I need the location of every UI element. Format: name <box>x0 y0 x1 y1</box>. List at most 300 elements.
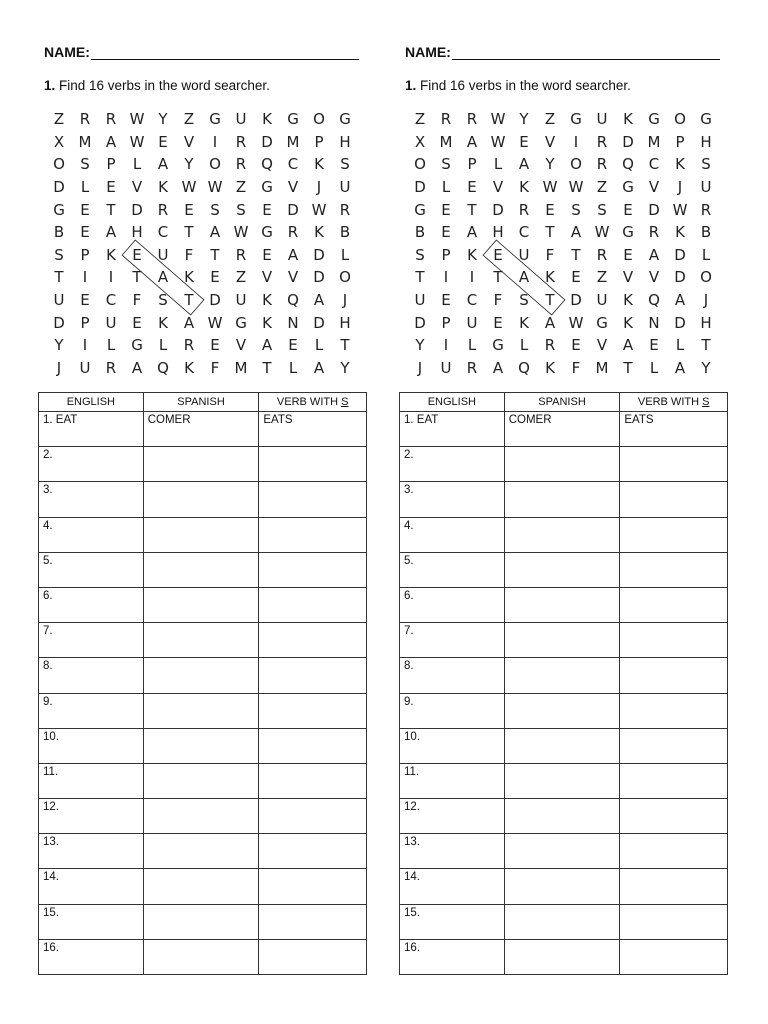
grid-letter[interactable]: V <box>492 178 504 197</box>
grid-letter[interactable]: W <box>490 132 506 151</box>
spanish-cell[interactable] <box>504 869 620 904</box>
grid-letter[interactable]: P <box>80 245 90 264</box>
grid-letter[interactable]: V <box>622 268 634 287</box>
english-cell[interactable]: 5. <box>400 552 505 587</box>
spanish-cell[interactable]: COMER <box>143 412 259 447</box>
verb-with-s-cell[interactable] <box>620 904 728 939</box>
english-cell[interactable]: 13. <box>39 834 144 869</box>
grid-letter[interactable]: U <box>466 313 478 332</box>
grid-letter[interactable]: Q <box>287 291 299 310</box>
grid-letter[interactable]: W <box>233 223 249 242</box>
grid-letter[interactable]: T <box>701 336 711 355</box>
spanish-cell[interactable] <box>143 869 259 904</box>
spanish-cell[interactable]: COMER <box>504 412 620 447</box>
grid-letter[interactable]: A <box>622 336 634 355</box>
verb-with-s-cell[interactable] <box>620 447 728 482</box>
grid-letter[interactable]: G <box>131 336 143 355</box>
verb-with-s-cell[interactable] <box>259 728 367 763</box>
grid-letter[interactable]: E <box>571 336 581 355</box>
grid-letter[interactable]: R <box>544 336 556 355</box>
grid-letter[interactable]: P <box>675 132 685 151</box>
grid-letter[interactable]: H <box>700 313 712 332</box>
grid-letter[interactable]: Q <box>648 291 660 310</box>
spanish-cell[interactable] <box>143 587 259 622</box>
grid-letter[interactable]: I <box>108 268 114 287</box>
grid-letter[interactable]: T <box>545 291 555 310</box>
grid-letter[interactable]: P <box>441 313 451 332</box>
grid-letter[interactable]: O <box>570 155 582 174</box>
grid-letter[interactable]: U <box>596 291 608 310</box>
grid-letter[interactable]: W <box>311 200 327 219</box>
grid-letter[interactable]: R <box>466 358 478 377</box>
grid-letter[interactable]: E <box>80 291 90 310</box>
grid-letter[interactable]: K <box>545 268 555 287</box>
grid-letter[interactable]: J <box>56 358 62 377</box>
grid-letter[interactable]: C <box>105 291 117 310</box>
english-cell[interactable]: 6. <box>39 587 144 622</box>
verb-with-s-cell[interactable] <box>259 552 367 587</box>
grid-letter[interactable]: U <box>235 110 247 129</box>
grid-letter[interactable]: Y <box>545 155 555 174</box>
grid-letter[interactable]: K <box>158 178 168 197</box>
grid-letter[interactable]: U <box>518 245 530 264</box>
verb-with-s-cell[interactable] <box>259 834 367 869</box>
english-cell[interactable]: 4. <box>400 517 505 552</box>
spanish-cell[interactable] <box>143 728 259 763</box>
grid-letter[interactable]: C <box>648 155 660 174</box>
english-cell[interactable]: 3. <box>400 482 505 517</box>
grid-letter[interactable]: F <box>132 291 142 310</box>
english-cell[interactable]: 8. <box>400 658 505 693</box>
english-cell[interactable]: 12. <box>400 799 505 834</box>
verb-with-s-cell[interactable] <box>620 517 728 552</box>
grid-letter[interactable]: C <box>287 155 299 174</box>
grid-letter[interactable]: A <box>261 336 273 355</box>
grid-letter[interactable]: Z <box>235 178 247 197</box>
verb-with-s-cell[interactable] <box>620 763 728 798</box>
grid-letter[interactable]: G <box>261 178 273 197</box>
grid-letter[interactable]: E <box>262 200 272 219</box>
name-blank-line[interactable] <box>91 44 359 60</box>
grid-letter[interactable]: D <box>53 178 65 197</box>
grid-letter[interactable]: R <box>183 336 195 355</box>
grid-letter[interactable]: S <box>210 200 220 219</box>
grid-letter[interactable]: T <box>132 268 142 287</box>
grid-letter[interactable]: E <box>623 245 633 264</box>
grid-letter[interactable]: D <box>674 268 686 287</box>
grid-letter[interactable]: Y <box>701 358 711 377</box>
grid-letter[interactable]: B <box>700 223 712 242</box>
grid-letter[interactable]: I <box>573 132 579 151</box>
grid-letter[interactable]: E <box>441 223 451 242</box>
grid-letter[interactable]: I <box>212 132 218 151</box>
spanish-cell[interactable] <box>143 834 259 869</box>
grid-letter[interactable]: A <box>287 245 299 264</box>
spanish-cell[interactable] <box>504 834 620 869</box>
grid-letter[interactable]: J <box>677 178 683 197</box>
english-cell[interactable]: 3. <box>39 482 144 517</box>
grid-letter[interactable]: Q <box>261 155 273 174</box>
spanish-cell[interactable] <box>504 728 620 763</box>
grid-letter[interactable]: A <box>105 132 117 151</box>
grid-letter[interactable]: S <box>415 245 425 264</box>
grid-letter[interactable]: M <box>286 132 300 151</box>
grid-letter[interactable]: Q <box>518 358 530 377</box>
grid-letter[interactable]: W <box>207 178 223 197</box>
grid-letter[interactable]: G <box>339 110 351 129</box>
grid-letter[interactable]: D <box>313 245 325 264</box>
grid-letter[interactable]: L <box>158 336 168 355</box>
grid-letter[interactable]: L <box>649 358 659 377</box>
grid-letter[interactable]: O <box>53 155 65 174</box>
english-cell[interactable]: 5. <box>39 552 144 587</box>
grid-letter[interactable]: J <box>703 291 709 310</box>
grid-letter[interactable]: G <box>570 110 582 129</box>
verb-with-s-cell[interactable] <box>259 623 367 658</box>
grid-letter[interactable]: K <box>623 110 633 129</box>
grid-letter[interactable]: T <box>340 336 350 355</box>
grid-letter[interactable]: E <box>210 336 220 355</box>
spanish-cell[interactable] <box>504 552 620 587</box>
grid-letter[interactable]: R <box>235 132 247 151</box>
grid-letter[interactable]: K <box>262 313 272 332</box>
english-cell[interactable]: 6. <box>400 587 505 622</box>
grid-letter[interactable]: G <box>700 110 712 129</box>
grid-letter[interactable]: S <box>236 200 246 219</box>
grid-letter[interactable]: Z <box>596 178 608 197</box>
grid-letter[interactable]: G <box>235 313 247 332</box>
spanish-cell[interactable] <box>143 658 259 693</box>
spanish-cell[interactable] <box>504 693 620 728</box>
grid-letter[interactable]: E <box>571 268 581 287</box>
grid-letter[interactable]: F <box>210 358 220 377</box>
grid-letter[interactable]: T <box>493 268 503 287</box>
spanish-cell[interactable] <box>504 939 620 974</box>
grid-letter[interactable]: E <box>210 268 220 287</box>
grid-letter[interactable]: A <box>157 268 169 287</box>
grid-letter[interactable]: K <box>262 291 272 310</box>
grid-letter[interactable]: V <box>235 336 247 355</box>
spanish-cell[interactable] <box>504 447 620 482</box>
grid-letter[interactable]: W <box>129 132 145 151</box>
grid-letter[interactable]: E <box>441 291 451 310</box>
grid-letter[interactable]: F <box>571 358 581 377</box>
grid-letter[interactable]: S <box>158 291 168 310</box>
grid-letter[interactable]: K <box>262 110 272 129</box>
grid-letter[interactable]: U <box>700 178 712 197</box>
grid-letter[interactable]: R <box>339 200 351 219</box>
verb-with-s-cell[interactable] <box>620 834 728 869</box>
grid-letter[interactable]: L <box>288 358 298 377</box>
spanish-cell[interactable] <box>143 763 259 798</box>
verb-with-s-cell[interactable]: EATS <box>620 412 728 447</box>
grid-letter[interactable]: W <box>672 200 688 219</box>
grid-letter[interactable]: T <box>467 200 477 219</box>
grid-letter[interactable]: I <box>443 336 449 355</box>
grid-letter[interactable]: W <box>129 110 145 129</box>
grid-letter[interactable]: K <box>519 313 529 332</box>
grid-letter[interactable]: F <box>184 245 194 264</box>
grid-letter[interactable]: E <box>493 245 503 264</box>
grid-letter[interactable]: U <box>440 358 452 377</box>
grid-letter[interactable]: R <box>596 245 608 264</box>
grid-letter[interactable]: L <box>493 155 503 174</box>
grid-letter[interactable]: K <box>106 245 116 264</box>
grid-letter[interactable]: T <box>106 200 116 219</box>
grid-letter[interactable]: A <box>131 358 143 377</box>
spanish-cell[interactable] <box>143 623 259 658</box>
english-cell[interactable]: 4. <box>39 517 144 552</box>
grid-letter[interactable]: T <box>545 223 555 242</box>
english-cell[interactable]: 1. EAT <box>39 412 144 447</box>
grid-letter[interactable]: E <box>262 245 272 264</box>
grid-letter[interactable]: E <box>493 313 503 332</box>
grid-letter[interactable]: K <box>467 245 477 264</box>
english-cell[interactable]: 2. <box>39 447 144 482</box>
verb-with-s-cell[interactable] <box>620 939 728 974</box>
grid-letter[interactable]: D <box>674 245 686 264</box>
grid-letter[interactable]: K <box>623 291 633 310</box>
grid-letter[interactable]: B <box>339 223 351 242</box>
spanish-cell[interactable] <box>143 939 259 974</box>
verb-with-s-cell[interactable] <box>259 587 367 622</box>
english-cell[interactable]: 8. <box>39 658 144 693</box>
grid-letter[interactable]: K <box>184 358 194 377</box>
grid-letter[interactable]: L <box>701 245 711 264</box>
name-blank-line[interactable] <box>452 44 720 60</box>
grid-letter[interactable]: V <box>261 268 273 287</box>
grid-letter[interactable]: O <box>674 110 686 129</box>
grid-letter[interactable]: L <box>675 336 685 355</box>
grid-letter[interactable]: B <box>53 223 65 242</box>
verb-with-s-cell[interactable] <box>259 447 367 482</box>
grid-letter[interactable]: R <box>648 223 660 242</box>
grid-letter[interactable]: K <box>675 223 685 242</box>
grid-letter[interactable]: U <box>414 291 426 310</box>
grid-letter[interactable]: A <box>518 268 530 287</box>
grid-letter[interactable]: L <box>467 336 477 355</box>
english-cell[interactable]: 14. <box>39 869 144 904</box>
grid-letter[interactable]: R <box>700 200 712 219</box>
grid-letter[interactable]: P <box>467 155 477 174</box>
grid-letter[interactable]: X <box>53 132 65 151</box>
grid-letter[interactable]: H <box>339 132 351 151</box>
grid-letter[interactable]: T <box>415 268 425 287</box>
grid-letter[interactable]: T <box>571 245 581 264</box>
grid-letter[interactable]: L <box>340 245 350 264</box>
english-cell[interactable]: 12. <box>39 799 144 834</box>
grid-letter[interactable]: D <box>131 200 143 219</box>
grid-letter[interactable]: W <box>568 178 584 197</box>
grid-letter[interactable]: D <box>622 132 634 151</box>
grid-letter[interactable]: D <box>209 291 221 310</box>
grid-letter[interactable]: E <box>80 200 90 219</box>
grid-letter[interactable]: K <box>675 155 685 174</box>
verb-with-s-cell[interactable] <box>259 658 367 693</box>
grid-letter[interactable]: D <box>53 313 65 332</box>
grid-letter[interactable]: J <box>417 358 423 377</box>
english-cell[interactable]: 16. <box>400 939 505 974</box>
grid-letter[interactable]: T <box>54 268 64 287</box>
grid-letter[interactable]: T <box>623 358 633 377</box>
verb-with-s-cell[interactable] <box>620 623 728 658</box>
verb-with-s-cell[interactable] <box>259 763 367 798</box>
grid-letter[interactable]: E <box>623 200 633 219</box>
english-cell[interactable]: 16. <box>39 939 144 974</box>
grid-letter[interactable]: W <box>542 178 558 197</box>
verb-with-s-cell[interactable] <box>620 799 728 834</box>
grid-letter[interactable]: E <box>519 132 529 151</box>
grid-letter[interactable]: A <box>492 358 504 377</box>
spanish-cell[interactable] <box>504 763 620 798</box>
grid-letter[interactable]: S <box>701 155 711 174</box>
grid-letter[interactable]: R <box>235 245 247 264</box>
grid-letter[interactable]: C <box>518 223 530 242</box>
grid-letter[interactable]: E <box>649 336 659 355</box>
grid-letter[interactable]: T <box>184 291 194 310</box>
grid-letter[interactable]: V <box>648 268 660 287</box>
grid-letter[interactable]: W <box>568 313 584 332</box>
grid-letter[interactable]: Y <box>415 336 425 355</box>
grid-letter[interactable]: A <box>674 358 686 377</box>
english-cell[interactable]: 11. <box>400 763 505 798</box>
grid-letter[interactable]: S <box>571 200 581 219</box>
spanish-cell[interactable] <box>504 904 620 939</box>
grid-letter[interactable]: D <box>261 132 273 151</box>
spanish-cell[interactable] <box>504 517 620 552</box>
spanish-cell[interactable] <box>143 693 259 728</box>
grid-letter[interactable]: A <box>544 313 556 332</box>
grid-letter[interactable]: R <box>287 223 299 242</box>
grid-letter[interactable]: K <box>545 358 555 377</box>
english-cell[interactable]: 2. <box>400 447 505 482</box>
grid-letter[interactable]: H <box>131 223 143 242</box>
grid-letter[interactable]: M <box>234 358 248 377</box>
grid-letter[interactable]: S <box>54 245 64 264</box>
grid-letter[interactable]: I <box>82 336 88 355</box>
english-cell[interactable]: 1. EAT <box>400 412 505 447</box>
grid-letter[interactable]: U <box>339 178 351 197</box>
grid-letter[interactable]: D <box>414 178 426 197</box>
grid-letter[interactable]: H <box>700 132 712 151</box>
english-cell[interactable]: 14. <box>400 869 505 904</box>
grid-letter[interactable]: I <box>443 268 449 287</box>
grid-letter[interactable]: P <box>314 132 324 151</box>
grid-letter[interactable]: G <box>622 178 634 197</box>
grid-letter[interactable]: L <box>80 178 90 197</box>
grid-letter[interactable]: U <box>79 358 91 377</box>
grid-letter[interactable]: G <box>596 313 608 332</box>
grid-letter[interactable]: N <box>287 313 299 332</box>
grid-letter[interactable]: L <box>132 155 142 174</box>
grid-letter[interactable]: K <box>623 313 633 332</box>
grid-letter[interactable]: A <box>157 155 169 174</box>
grid-letter[interactable]: U <box>157 245 169 264</box>
grid-letter[interactable]: F <box>493 291 503 310</box>
verb-with-s-cell[interactable] <box>259 939 367 974</box>
grid-letter[interactable]: V <box>131 178 143 197</box>
grid-letter[interactable]: R <box>79 110 91 129</box>
grid-letter[interactable]: G <box>53 200 65 219</box>
grid-letter[interactable]: E <box>106 178 116 197</box>
grid-letter[interactable]: K <box>314 223 324 242</box>
grid-letter[interactable]: F <box>545 245 555 264</box>
grid-letter[interactable]: T <box>262 358 272 377</box>
grid-letter[interactable]: E <box>467 178 477 197</box>
grid-letter[interactable]: G <box>209 110 221 129</box>
grid-letter[interactable]: S <box>519 291 529 310</box>
grid-letter[interactable]: P <box>80 313 90 332</box>
verb-with-s-cell[interactable] <box>259 517 367 552</box>
grid-letter[interactable]: V <box>596 336 608 355</box>
grid-letter[interactable]: E <box>132 313 142 332</box>
grid-letter[interactable]: R <box>596 132 608 151</box>
grid-letter[interactable]: Q <box>157 358 169 377</box>
verb-with-s-cell[interactable] <box>620 587 728 622</box>
grid-letter[interactable]: E <box>288 336 298 355</box>
grid-letter[interactable]: Z <box>235 268 247 287</box>
grid-letter[interactable]: M <box>647 132 661 151</box>
grid-letter[interactable]: R <box>518 200 530 219</box>
grid-letter[interactable]: L <box>314 336 324 355</box>
grid-letter[interactable]: Z <box>544 110 556 129</box>
grid-letter[interactable]: Z <box>596 268 608 287</box>
grid-letter[interactable]: E <box>184 200 194 219</box>
grid-letter[interactable]: R <box>105 110 117 129</box>
english-cell[interactable]: 15. <box>400 904 505 939</box>
grid-letter[interactable]: G <box>622 223 634 242</box>
grid-letter[interactable]: H <box>492 223 504 242</box>
grid-letter[interactable]: A <box>183 313 195 332</box>
grid-letter[interactable]: R <box>157 200 169 219</box>
english-cell[interactable]: 13. <box>400 834 505 869</box>
spanish-cell[interactable] <box>143 517 259 552</box>
verb-with-s-cell[interactable] <box>620 658 728 693</box>
spanish-cell[interactable] <box>504 587 620 622</box>
spanish-cell[interactable] <box>504 482 620 517</box>
english-cell[interactable]: 7. <box>39 623 144 658</box>
grid-letter[interactable]: W <box>490 110 506 129</box>
grid-letter[interactable]: E <box>80 223 90 242</box>
grid-letter[interactable]: O <box>313 110 325 129</box>
grid-letter[interactable]: Y <box>54 336 64 355</box>
grid-letter[interactable]: A <box>518 155 530 174</box>
english-cell[interactable]: 9. <box>39 693 144 728</box>
grid-letter[interactable]: R <box>466 110 478 129</box>
grid-letter[interactable]: D <box>648 200 660 219</box>
grid-letter[interactable]: V <box>287 268 299 287</box>
grid-letter[interactable]: D <box>674 313 686 332</box>
verb-with-s-cell[interactable] <box>259 693 367 728</box>
spanish-cell[interactable] <box>143 799 259 834</box>
grid-letter[interactable]: O <box>339 268 351 287</box>
grid-letter[interactable]: G <box>261 223 273 242</box>
grid-letter[interactable]: W <box>181 178 197 197</box>
grid-letter[interactable]: C <box>157 223 169 242</box>
english-cell[interactable]: 15. <box>39 904 144 939</box>
english-cell[interactable]: 11. <box>39 763 144 798</box>
grid-letter[interactable]: M <box>78 132 92 151</box>
grid-letter[interactable]: P <box>106 155 116 174</box>
grid-letter[interactable]: M <box>595 358 609 377</box>
grid-letter[interactable]: R <box>596 155 608 174</box>
grid-letter[interactable]: K <box>314 155 324 174</box>
grid-letter[interactable]: V <box>648 178 660 197</box>
spanish-cell[interactable] <box>143 904 259 939</box>
grid-letter[interactable]: U <box>105 313 117 332</box>
grid-letter[interactable]: A <box>313 291 325 310</box>
verb-with-s-cell[interactable] <box>259 869 367 904</box>
